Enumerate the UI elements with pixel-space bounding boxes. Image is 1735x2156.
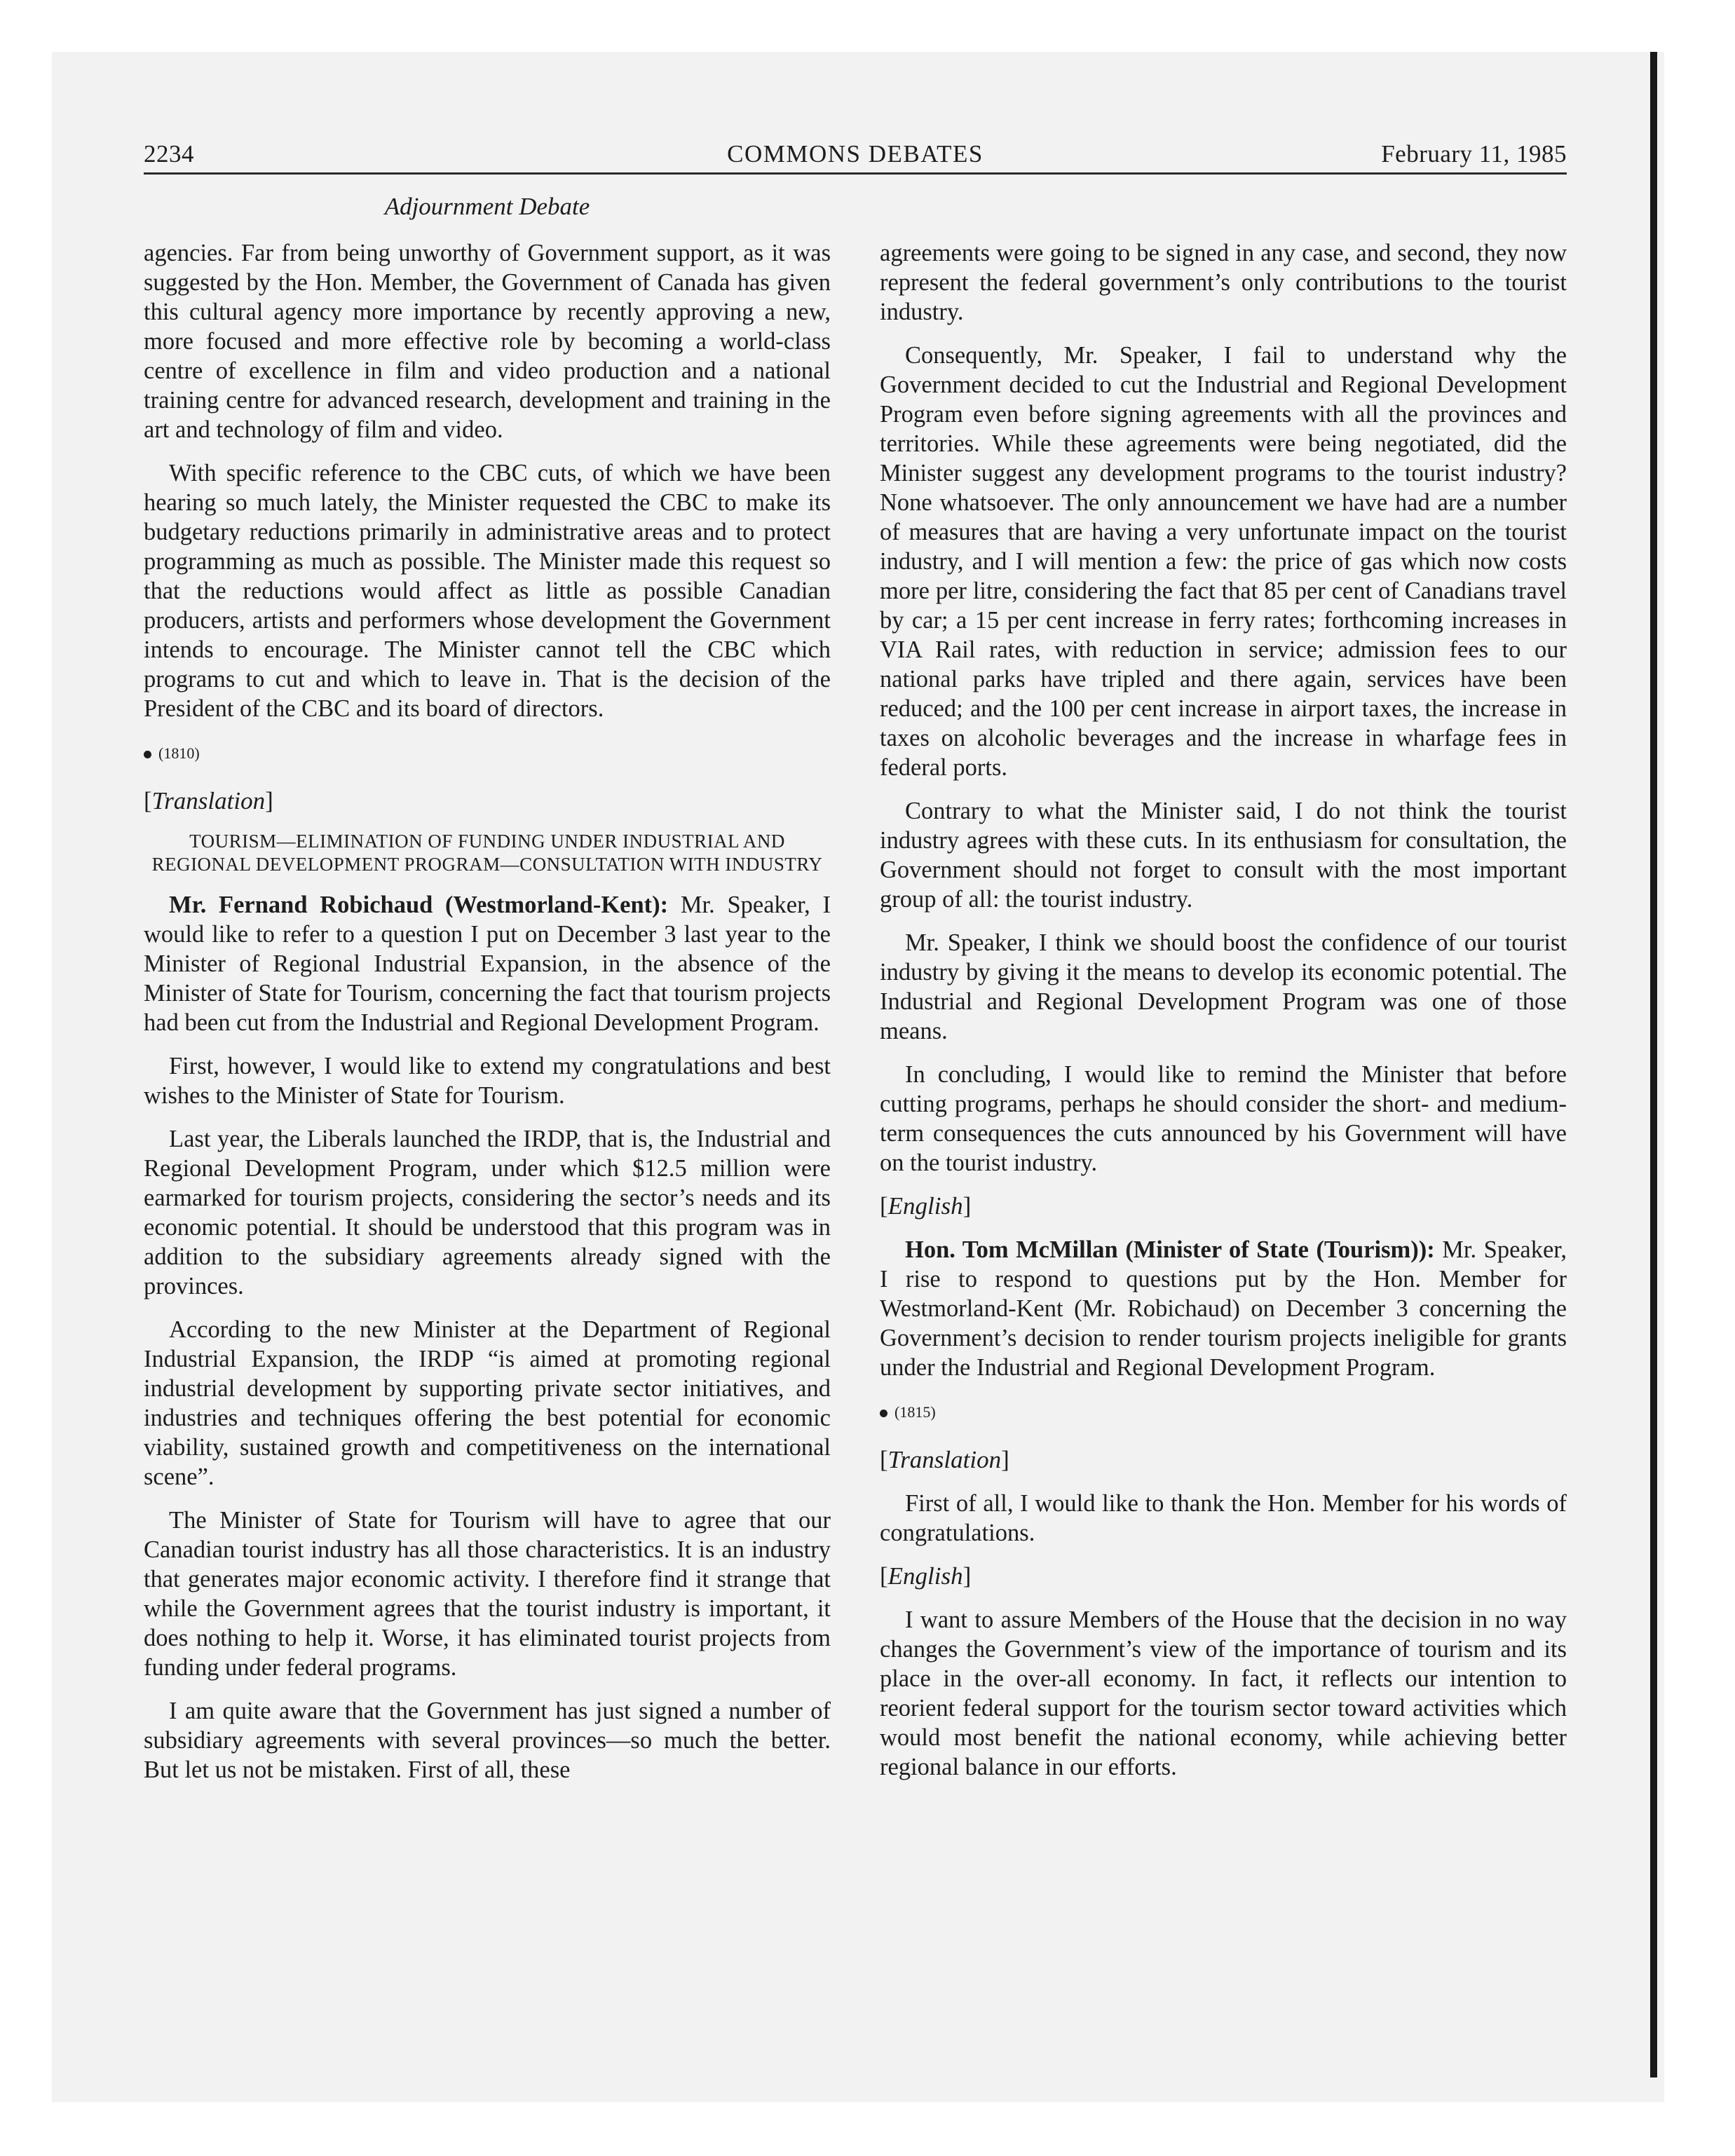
header-rule: [144, 172, 1567, 175]
language-note-text: English: [887, 1192, 963, 1220]
paragraph: In concluding, I would like to remind the Minister that before cutting programs, perhaps he should consider the short- and medium-term consequences the cuts announced by his Government will have on the tourist industry.: [880, 1061, 1567, 1176]
running-header: [144, 140, 1567, 175]
paragraph: With specific reference to the CBC cuts, of which we have been hearing so much lately, the Minister requested the CBC to make its budgetary reductions primarily in administrative areas and to protect programming as much as possible. The Minister made this request so that the reductions would affect as little as possible Canadian producers, artists and performers whose development the Government intends to encourage. The Minister cannot tell the CBC which programs to cut and which to leave in. That is the decision of the President of the CBC and its board of directors.: [144, 460, 831, 722]
bullet-icon: [144, 751, 151, 758]
topic-heading: TOURISM—ELIMINATION OF FUNDING UNDER INDUSTRIAL AND REGIONAL DEVELOPMENT PROGRAM—CONSULTATION WITH INDUSTRY: [151, 831, 823, 875]
language-note-text: Translation: [887, 1446, 1002, 1473]
left-column: [144, 238, 831, 1799]
language-note: [Translation]: [880, 1446, 1009, 1473]
paragraph: I am quite aware that the Government has just signed a number of subsidiary agreements with several provinces—so much the better. But let us not be mistaken. First of all, these: [144, 1698, 831, 1783]
paragraph: Consequently, Mr. Speaker, I fail to understand why the Government decided to cut the Industrial and Regional Development Program even before signing agreements with all the provinces and territories. While these agreements were being negotiated, did the Minister suggest any development programs to the tourist industry? None whatsoever. The only announcement we have had are a number of measures that are having a very unfortunate impact on the tourist industry, and I will mention a few: the price of gas which now costs more per litre, considering the fact that 85 per cent of Canadians travel by car; a 15 per cent increase in ferry rates; forthcoming increases in VIA Rail rates, with reduction in service; admission fees to our national parks have tripled and there again, services have been reduced; and the 100 per cent increase in airport taxes, the increase in taxes on alcoholic beverages and the increase in wharfage fees in federal ports.: [880, 342, 1567, 781]
language-note: [Translation]: [144, 787, 273, 814]
publication-title: COMMONS DEBATES: [727, 140, 984, 168]
paragraph: agreements were going to be signed in any case, and second, they now represent the federal government’s only contributions to the tourist industry.: [880, 240, 1567, 325]
speaker-name: Mr. Fernand Robichaud (Westmorland-Kent):: [169, 892, 669, 918]
speech-text: Mr. Speaker, I would like to refer to a question I put on December 3 last year to the Minister of Regional Industrial Expansion, in the absence of the Minister of State for Tourism, concerning the fact that tourism projects had been cut from the Industrial and Regional Development Program.: [144, 892, 831, 1036]
speech-text: Mr. Speaker, I rise to respond to questions put by the Hon. Member for Westmorland-Kent (Mr. Robichaud) on December 3 concerning the Government’s decision to render tourism projects ineligible for grants under the Industrial and Regional Development Program.: [880, 1236, 1567, 1381]
issue-date: February 11, 1985: [1381, 140, 1567, 168]
language-note: [English]: [880, 1562, 972, 1590]
language-note-text: English: [887, 1562, 963, 1590]
paragraph: Contrary to what the Minister said, I do not think the tourist industry agrees with these cuts. In its enthusiasm for consultation, the Government should not forget to consult with the most important group of all: the tourist industry.: [880, 798, 1567, 913]
paragraph: First of all, I would like to thank the Hon. Member for his words of congratulations.: [880, 1490, 1567, 1546]
section-heading: Adjournment Debate: [384, 193, 590, 220]
page-number: 2234: [144, 140, 194, 168]
time-marker: [144, 739, 831, 768]
paragraph: agencies. Far from being unworthy of Government support, as it was suggested by the Hon. Member, the Government of Canada has given this cultural agency more importance by recently approving a new, more focused and more effective role by becoming a world-class centre of excellence in film and video production and a national training centre for advanced research, development and training in the art and technology of film and video.: [144, 240, 831, 443]
speaker-name: Hon. Tom McMillan (Minister of State (Tourism)):: [905, 1236, 1435, 1263]
bullet-icon: [880, 1410, 887, 1417]
language-note: [English]: [880, 1192, 972, 1220]
paragraph: Last year, the Liberals launched the IRDP, that is, the Industrial and Regional Development Program, under which $12.5 million were earmarked for tourism projects, considering the sector’s needs and its economic potential. It should be understood that this program was in addition to the subsidiary agreements already signed with the provinces.: [144, 1126, 831, 1299]
time-marker-text: (1810): [158, 744, 200, 762]
language-note-text: Translation: [151, 787, 266, 814]
paragraph: Mr. Speaker, I think we should boost the confidence of our tourist industry by giving it the means to develop its economic potential. The Industrial and Regional Development Program was one of those means.: [880, 929, 1567, 1044]
binding-edge-rule: [1650, 52, 1657, 2077]
time-marker: [880, 1398, 1567, 1427]
right-column: [880, 238, 1567, 1796]
paragraph: According to the new Minister at the Department of Regional Industrial Expansion, the IRDP “is aimed at promoting regional industrial development by supporting private sector initiatives, and industries and techniques offering the best potential for economic viability, sustained growth and competitiveness on the international scene”.: [144, 1316, 831, 1490]
paragraph: The Minister of State for Tourism will have to agree that our Canadian tourist industry has all those characteristics. It is an industry that generates major economic activity. I therefore find it strange that while the Government agrees that the tourist industry is important, it does nothing to help it. Worse, it has eliminated tourist projects from funding under federal programs.: [144, 1507, 831, 1681]
paragraph: [880, 1235, 1567, 1382]
paragraph: I want to assure Members of the House that the decision in no way changes the Government’s view of the importance of tourism and its place in the over-all economy. In fact, it reflects our intention to reorient federal support for the tourism sector toward activities which would most benefit the national economy, while achieving better regional balance in our efforts.: [880, 1606, 1567, 1780]
paragraph: [144, 890, 831, 1037]
paragraph: First, however, I would like to extend my congratulations and best wishes to the Minister of State for Tourism.: [144, 1053, 831, 1109]
time-marker-text: (1815): [894, 1403, 936, 1421]
